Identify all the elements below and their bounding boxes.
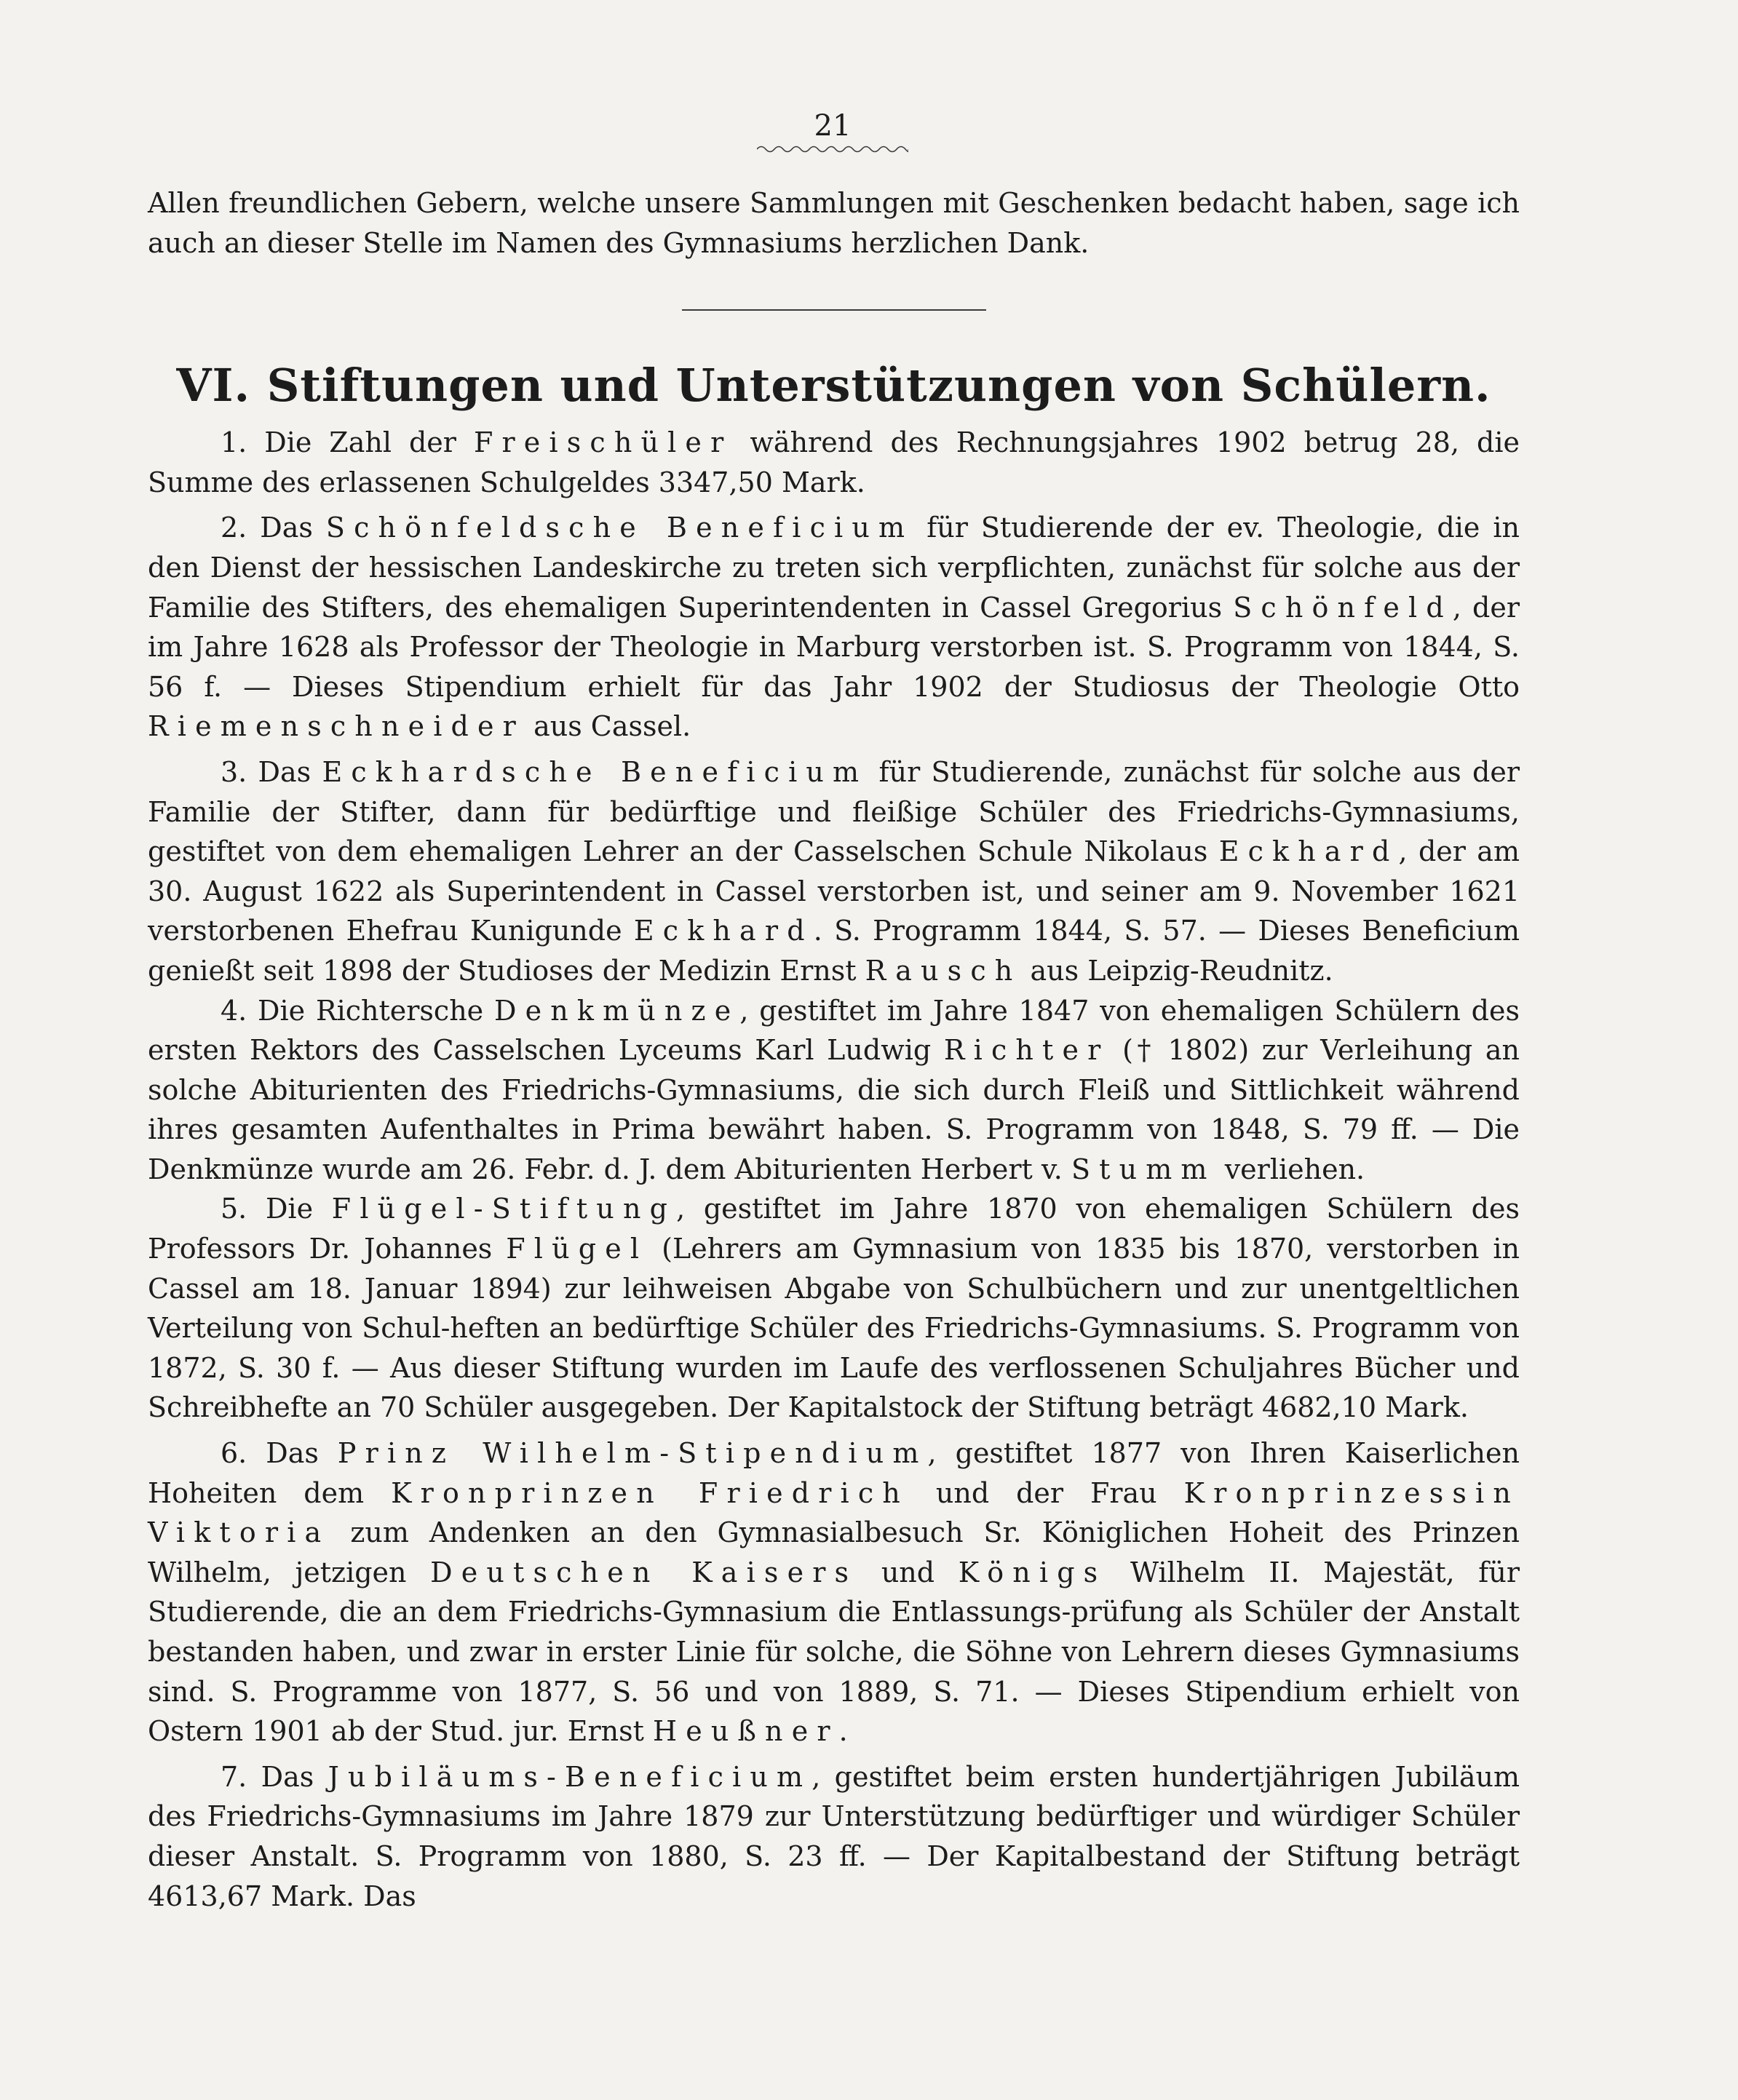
paragraph-4: 4. Die Richtersche Denkmünze, gestiftet im Jahre 1847 von ehemaligen Schülern des ersten Rektors des Casselschen Lyceums Karl Ludwig Richter († 1802) zur Verleihung an solche Abiturienten des Friedrichs-Gymnasiums, die sich durch Fleiß und Sittlichkeit während ihres gesamten Aufenthaltes in Prima bewährt haben. S. Programm von 1848, S. 79 ff. — Die Denkmünze wurde am 26. Febr. d. J. dem Abiturienten Herbert v. Stumm verliehen. [148,994,1520,1185]
page-number: 21 [814,109,852,143]
page-content [148,183,1520,1916]
section-heading: VI. Stiftungen und Unterstützungen von Schülern. [176,359,1491,413]
paragraph-7: 7. Das Jubiläums-Beneficium, gestiftet beim ersten hundertjährigen Jubiläum des Friedrichs-Gymnasiums im Jahre 1879 zur Unterstützung bedürftiger und würdiger Schüler dieser Anstalt. S. Programm von 1880, S. 23 ff. — Der Kapitalbestand der Stiftung beträgt 4613,67 Mark. Das [148,1760,1520,1912]
paragraph-3: 3. Das Eckhardsche Beneficium für Studierende, zunächst für solche aus der Familie der Stifter, dann für bedürftige und fleißige Schüler des Friedrichs-Gymnasiums, gestiftet von dem ehemaligen Lehrer an der Casselschen Schule Nikolaus Eckhard, der am 30. August 1622 als Superintendent in Cassel verstorben ist, und seiner am 9. November 1621 verstorbenen Ehefrau Kunigunde Eckhard. S. Programm 1844, S. 57. — Dieses Beneficium genießt seit 1898 der Studioses der Medizin Ernst Rausch aus Leipzig-Reudnitz. [148,755,1520,987]
page-number-ornament [757,144,908,154]
paragraph-1: 1. Die Zahl der Freischüler während des Rechnungsjahres 1902 betrug 28, die Summe des erlassenen Schulgeldes 3347,50 Mark. [148,426,1520,498]
section-divider [682,309,986,311]
intro-paragraph: Allen freundlichen Gebern, welche unsere Sammlungen mit Geschenken bedacht haben, sage ich auch an dieser Stelle im Namen des Gymnasiums herzlichen Dank. [148,187,1520,259]
paragraph-6: 6. Das Prinz Wilhelm-Stipendium, gestiftet 1877 von Ihren Kaiserlichen Hoheiten dem Kronprinzen Friedrich und der Frau Kronprinzessin Viktoria zum Andenken an den Gymnasialbesuch Sr. Königlichen Hoheit des Prinzen Wilhelm, jetzigen Deutschen Kaisers und Königs Wilhelm II. Majestät, für Studierende, die an dem Friedrichs-Gymnasium die Entlassungs-prüfung als Schüler der Anstalt bestanden haben, und zwar in erster Linie für solche, die Söhne von Lehrern dieses Gymnasiums sind. S. Programme von 1877, S. 56 und von 1889, S. 71. — Dieses Stipendium erhielt von Ostern 1901 ab der Stud. jur. Ernst Heußner. [148,1437,1520,1748]
paragraph-2: 2. Das Schönfeldsche Beneficium für Studierende der ev. Theologie, die in den Dienst der hessischen Landeskirche zu treten sich verpflichten, zunächst für solche aus der Familie des Stifters, des ehemaligen Superintendenten in Cassel Gregorius Schönfeld, der im Jahre 1628 als Professor der Theologie in Marburg verstorben ist. S. Programm von 1844, S. 56 f. — Dieses Stipendium erhielt für das Jahr 1902 der Studiosus der Theologie Otto Riemenschneider aus Cassel. [148,512,1520,743]
paragraph-5: 5. Die Flügel-Stiftung, gestiftet im Jahre 1870 von ehemaligen Schülern des Professors Dr. Johannes Flügel (Lehrers am Gymnasium von 1835 bis 1870, verstorben in Cassel am 18. Januar 1894) zur leihweisen Abgabe von Schulbüchern und zur unentgeltlichen Verteilung von Schul-heften an bedürftige Schüler des Friedrichs-Gymnasiums. S. Programm von 1872, S. 30 f. — Aus dieser Stiftung wurden im Laufe des verflossenen Schuljahres Bücher und Schreibhefte an 70 Schüler ausgegeben. Der Kapitalstock der Stiftung beträgt 4682,10 Mark. [148,1193,1520,1424]
